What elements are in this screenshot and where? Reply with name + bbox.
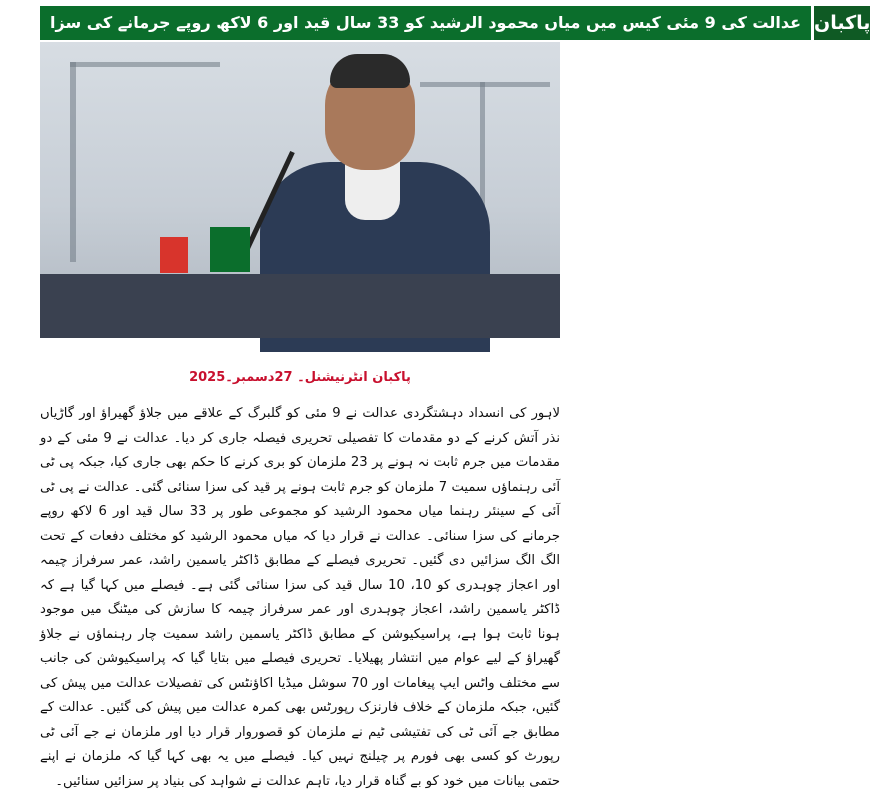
header-banner — [40, 6, 870, 40]
background-crane — [70, 62, 76, 262]
brand-logo: پاکبان — [811, 6, 870, 40]
podium — [40, 274, 560, 338]
article-body: لاہور کی انسداد دہشتگردی عدالت نے 9 مئی کو گلبرگ کے علاقے میں جلاؤ گھیراؤ اور گاڑیاں نذر آتش کرنے کے دو مقدمات کا تفصیلی تحریری فیصلہ جاری کر دیا۔ عدالت نے 9 مئی کے دو مقدمات میں جرم ثابت نہ ہونے پر 23 ملزمان کو بری کرنے کا حکم بھی جاری کیا، جبکہ پی ٹی آئی رہنماؤں سمیت 7 ملزمان کو جرم ثابت ہونے پر قید کی سزا سنائی گئی۔ عدالت نے پی ٹی آئی کے سینئر رہنما میاں محمود الرشید کو مجموعی طور پر 33 سال قید اور 6 لاکھ روپے جرمانے کی سزا سنائی۔ عدالت نے قرار دیا کہ میاں محمود الرشید کو مختلف دفعات کے تحت الگ الگ سزائیں دی گئیں۔ تحریری فیصلے کے مطابق ڈاکٹر یاسمین راشد، عمر سرفراز چیمہ اور اعجاز چوہدری کو 10، 10 سال قید کی سزا سنائی گئی ہے۔ فیصلے میں کہا گیا ہے کہ ڈاکٹر یاسمین راشد، اعجاز چوہدری اور عمر سرفراز چیمہ کا سازش کی میٹنگ میں موجود ہونا ثابت ہوا ہے، پراسیکیوشن کے مطابق ڈاکٹر یاسمین راشد سمیت چار رہنماؤں نے جلاؤ گھیراؤ کے لیے عوام میں انتشار پھیلایا۔ تحریری فیصلے میں بتایا گیا کہ پراسیکیوشن کی جانب سے مختلف واٹس ایپ پیغامات اور 70 سوشل میڈیا اکاؤنٹس کی تفصیلات عدالت میں پیش کی گئیں، جبکہ ملزمان کے خلاف فارنزک رپورٹس بھی کمرہ عدالت میں پیش کی گئیں۔ عدالت کے مطابق جے آئی ٹی کی تفتیشی ٹیم نے ملزمان کو قصوروار قرار دیا اور ملزمان نے جے آئی ٹی رپورٹ کو کسی بھی فورم پر چیلنج نہیں کیا۔ فیصلے میں یہ بھی کہا گیا کہ ملزمان نے اپنے حتمی بیانات میں خود کو بے گناہ قرار دیا، تاہم عدالت نے شواہد کی بنیاد پر سزائیں سنائیں۔ — [40, 406, 561, 789]
background-crane — [70, 62, 220, 67]
news-photo — [40, 42, 560, 338]
headline: عدالت کی 9 مئی کیس میں میاں محمود الرشید کو 33 سال قید اور 6 لاکھ روپے جرمانے کی سزا — [40, 6, 811, 40]
flag-icon — [160, 237, 188, 273]
speaker-hair — [330, 54, 410, 88]
background-crane — [420, 82, 550, 87]
dateline: پاکبان انٹرنیشنل۔ 27دسمبر۔2025 — [189, 370, 411, 385]
flag-icon — [210, 227, 250, 272]
